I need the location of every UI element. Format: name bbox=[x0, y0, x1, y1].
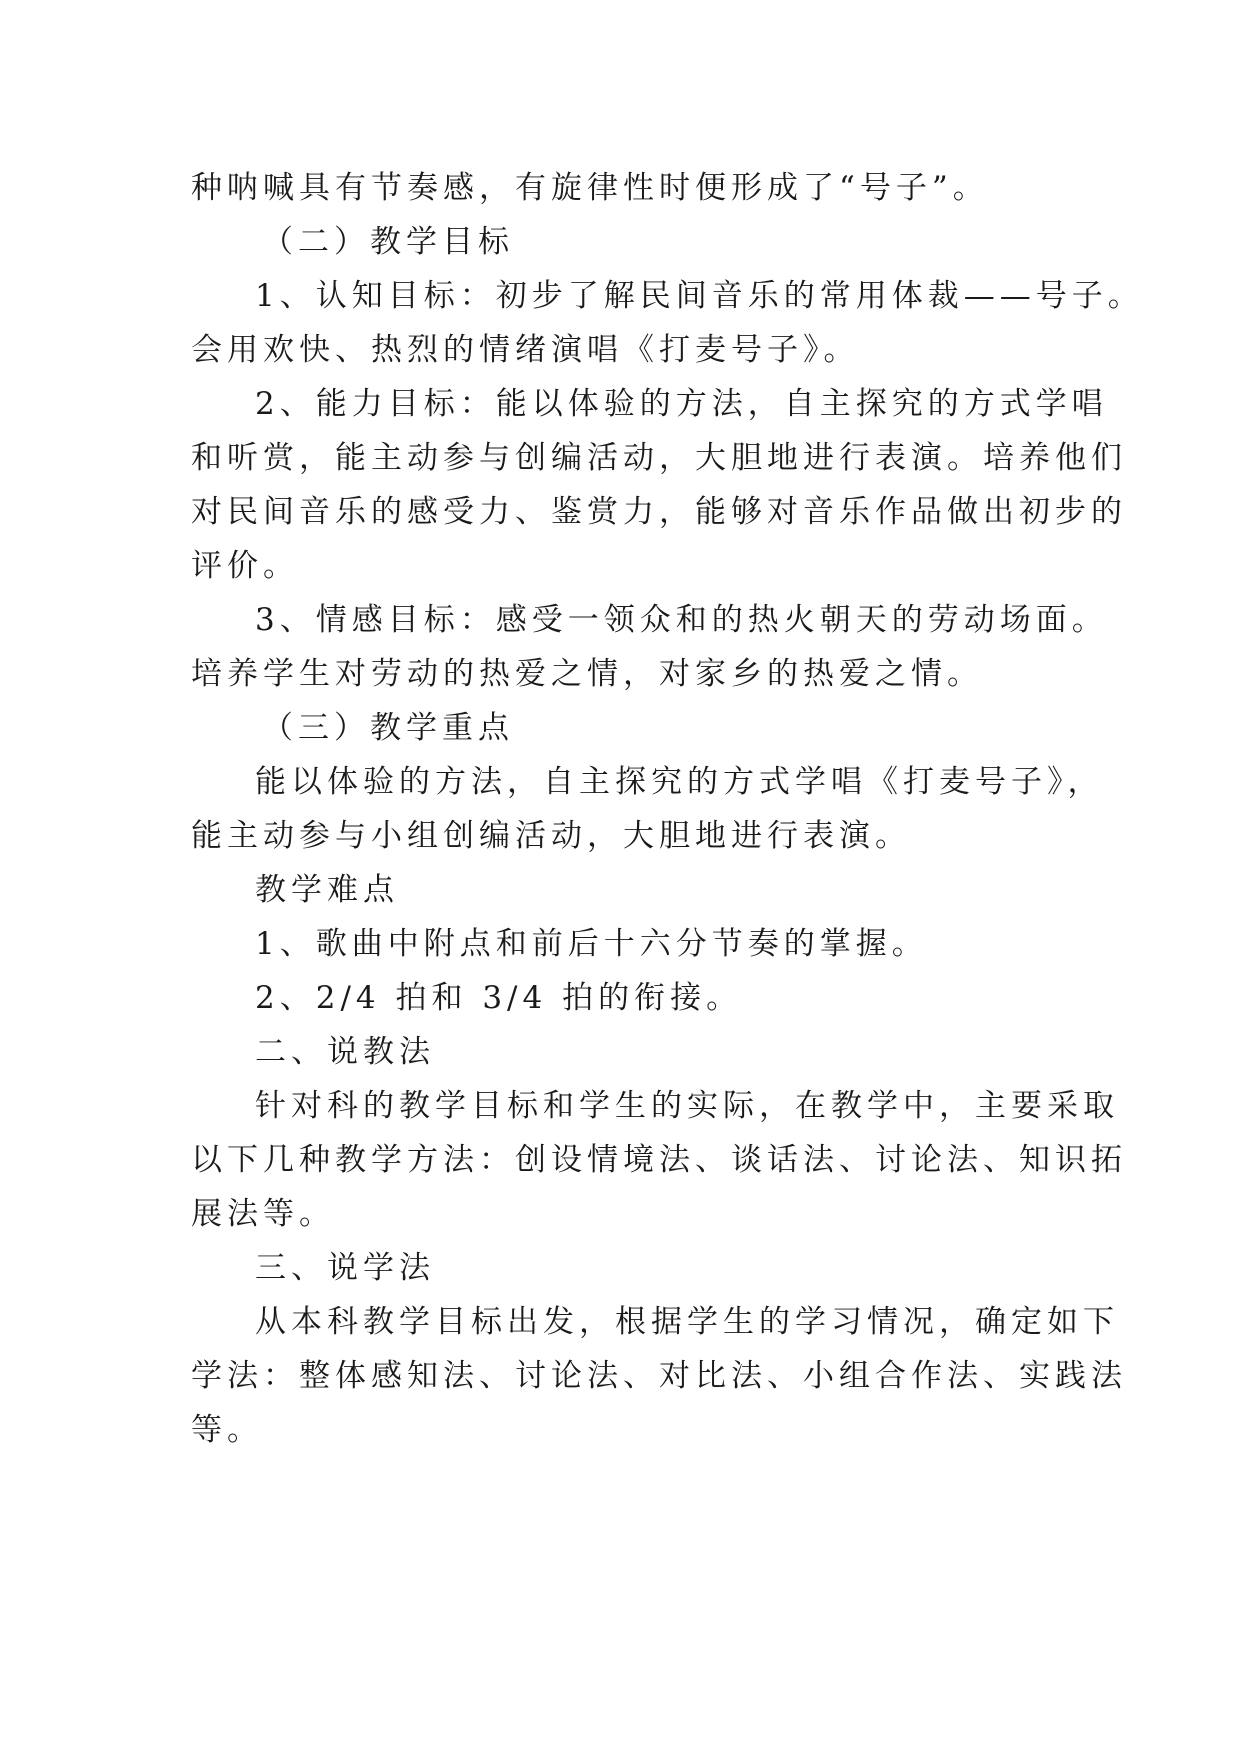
paragraph-line: 能主动参与小组创编活动，大胆地进行表演。 bbox=[191, 818, 911, 854]
paragraph-line: 2、2/4 拍和 3/4 拍的衔接。 bbox=[255, 980, 743, 1016]
paragraph-line: 从本科教学目标出发，根据学生的学习情况，确定如下 bbox=[255, 1304, 1119, 1340]
paragraph-line: 评价。 bbox=[191, 548, 299, 584]
paragraph-line: 2、能力目标：能以体验的方法，自主探究的方式学唱 bbox=[255, 386, 1108, 422]
paragraph-line: 和听赏，能主动参与创编活动，大胆地进行表演。培养他们 bbox=[191, 440, 1127, 476]
paragraph-line: 种呐喊具有节奏感，有旋律性时便形成了“号子”。 bbox=[191, 170, 989, 206]
section-heading-teaching-methods: 二、说教法 bbox=[255, 1034, 435, 1070]
section-heading-difficulties: 教学难点 bbox=[255, 872, 399, 908]
paragraph-line: 1、认知目标：初步了解民间音乐的常用体裁——号子。 bbox=[255, 278, 1144, 314]
paragraph-line: 培养学生对劳动的热爱之情，对家乡的热爱之情。 bbox=[191, 656, 983, 692]
paragraph-line: 以下几种教学方法：创设情境法、谈话法、讨论法、知识拓 bbox=[191, 1142, 1127, 1178]
section-heading-teaching-goals: （二）教学目标 bbox=[262, 224, 514, 260]
section-heading-key-points: （三）教学重点 bbox=[262, 710, 514, 746]
paragraph-line: 1、歌曲中附点和前后十六分节奏的掌握。 bbox=[255, 926, 928, 962]
paragraph-line: 能以体验的方法，自主探究的方式学唱《打麦号子》， bbox=[255, 764, 1104, 800]
paragraph-line: 对民间音乐的感受力、鉴赏力，能够对音乐作品做出初步的 bbox=[191, 494, 1127, 530]
paragraph-line: 展法等。 bbox=[191, 1196, 335, 1232]
paragraph-line: 针对科的教学目标和学生的实际，在教学中，主要采取 bbox=[255, 1088, 1119, 1124]
paragraph-line: 会用欢快、热烈的情绪演唱《打麦号子》。 bbox=[191, 332, 860, 368]
paragraph-line: 学法：整体感知法、讨论法、对比法、小组合作法、实践法 bbox=[191, 1358, 1127, 1394]
paragraph-line: 等。 bbox=[191, 1412, 263, 1448]
section-heading-learning-methods: 三、说学法 bbox=[255, 1250, 435, 1286]
paragraph-line: 3、情感目标：感受一领众和的热火朝天的劳动场面。 bbox=[255, 602, 1108, 638]
